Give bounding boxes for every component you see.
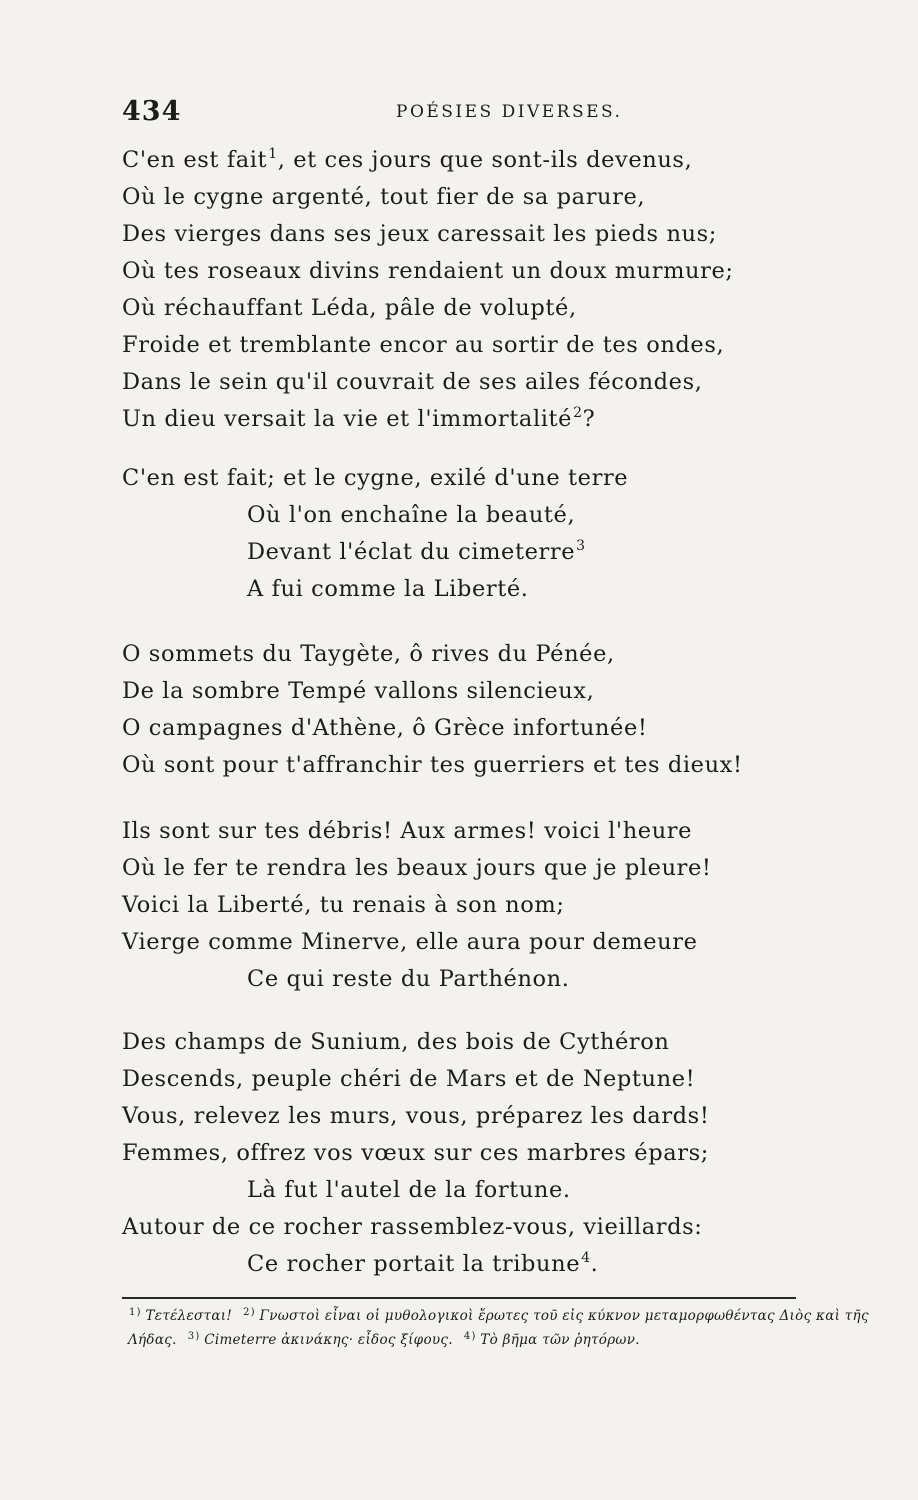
verse-line bbox=[122, 1246, 802, 1283]
verse-text: O campagnes d'Athène, ô Grèce infortunée! bbox=[122, 715, 648, 741]
verse-text: A fui comme la Liberté. bbox=[247, 576, 529, 602]
verse-text: Ce rocher portait la tribune bbox=[247, 1251, 581, 1277]
stanza-5 bbox=[122, 1024, 802, 1283]
verse-line bbox=[122, 327, 802, 364]
verse-text: Un dieu versait la vie et l'immortalité bbox=[122, 406, 573, 432]
verse-line bbox=[122, 1098, 802, 1135]
verse-text-continued: , et ces jours que sont-ils devenus, bbox=[277, 147, 693, 173]
verse-text: Voici la Liberté, tu renais à son nom; bbox=[122, 892, 565, 918]
footnote-mark-paren: ) bbox=[195, 1331, 200, 1342]
verse-line bbox=[122, 850, 802, 887]
verse-line bbox=[122, 571, 802, 608]
verse-text: Femmes, offrez vos vœux sur ces marbres épars; bbox=[122, 1140, 709, 1166]
verse-text: Des vierges dans ses jeux caressait les pieds nus; bbox=[122, 221, 717, 247]
footnote-mark-paren: ) bbox=[136, 1307, 141, 1318]
verse-text: C'en est fait bbox=[122, 147, 268, 173]
verse-text: Devant l'éclat du cimeterre bbox=[247, 539, 576, 565]
footnote-mark: 4 bbox=[463, 1331, 471, 1342]
footnote-mark-paren: ) bbox=[250, 1307, 255, 1318]
stanza-1 bbox=[122, 142, 802, 438]
footnote-text: Τετέλεσται! bbox=[145, 1308, 233, 1324]
footnote bbox=[128, 1308, 232, 1324]
verse-text: Où l'on enchaîne la beauté, bbox=[247, 502, 576, 528]
verse-line bbox=[122, 290, 802, 327]
footnote-mark: 3 bbox=[187, 1331, 195, 1342]
verse-text: Vierge comme Minerve, elle aura pour demeure bbox=[122, 929, 698, 955]
verse-line bbox=[122, 497, 802, 534]
verse-text: Là fut l'autel de la fortune. bbox=[247, 1177, 571, 1203]
verse-text: Où sont pour t'affranchir tes guerriers et tes dieux! bbox=[122, 752, 743, 778]
footnote bbox=[187, 1332, 453, 1348]
footnote-reference: 1 bbox=[268, 146, 278, 162]
verse-line bbox=[122, 1061, 802, 1098]
running-title: POÉSIES DIVERSES. bbox=[396, 102, 623, 122]
stanza-3 bbox=[122, 636, 802, 784]
verse-text-continued: . bbox=[590, 1251, 599, 1277]
page-header bbox=[122, 96, 782, 130]
stanza-4 bbox=[122, 813, 802, 998]
verse-text: Ils sont sur tes débris! Aux armes! voici l'heure bbox=[122, 818, 693, 844]
verse-text: Dans le sein qu'il couvrait de ses ailes fécondes, bbox=[122, 369, 703, 395]
footnote-mark-paren: ) bbox=[471, 1331, 476, 1342]
verse-line bbox=[122, 142, 802, 179]
verse-text: Où le cygne argenté, tout fier de sa parure, bbox=[122, 184, 646, 210]
verse-line bbox=[122, 1209, 802, 1246]
verse-line bbox=[122, 813, 802, 850]
verse-line bbox=[122, 364, 802, 401]
verse-line bbox=[122, 179, 802, 216]
verse-line bbox=[122, 1172, 802, 1209]
verse-line bbox=[122, 961, 802, 998]
footnote-reference: 2 bbox=[573, 405, 583, 421]
verse-line bbox=[122, 673, 802, 710]
verse-text: De la sombre Tempé vallons silencieux, bbox=[122, 678, 595, 704]
verse-line bbox=[122, 253, 802, 290]
footnote-mark: 1 bbox=[129, 1307, 136, 1318]
footnote bbox=[463, 1332, 640, 1348]
verse-line bbox=[122, 924, 802, 961]
verse-text: Des champs de Sunium, des bois de Cythéron bbox=[122, 1029, 670, 1055]
footnote-divider bbox=[122, 1297, 796, 1299]
footnote-mark: 2 bbox=[243, 1307, 250, 1318]
verse-text: Où le fer te rendra les beaux jours que je pleure! bbox=[122, 855, 712, 881]
verse-text: Autour de ce rocher rassemblez-vous, vieillards: bbox=[122, 1214, 703, 1240]
verse-line bbox=[122, 460, 802, 497]
verse-line bbox=[122, 1024, 802, 1061]
verse-line bbox=[122, 216, 802, 253]
footnote-text: Γνωστοὶ εἶναι οἱ μυθολογικοὶ ἔρωτες τοῦ εἰς κύκνον μεταμορφωθέντας Διὸς καὶ τῆς Λήδας. bbox=[128, 1308, 869, 1348]
verse-line bbox=[122, 747, 802, 784]
verse-text: Où tes roseaux divins rendaient un doux murmure; bbox=[122, 258, 734, 284]
verse-line bbox=[122, 1135, 802, 1172]
footnote-text: Τὸ βῆμα τῶν ῥητόρων. bbox=[480, 1332, 640, 1348]
footnote-reference: 4 bbox=[581, 1250, 591, 1266]
verse-text: Froide et tremblante encor au sortir de tes ondes, bbox=[122, 332, 725, 358]
verse-text: Où réchauffant Léda, pâle de volupté, bbox=[122, 295, 577, 321]
footnotes bbox=[128, 1304, 888, 1352]
verse-text-continued: ? bbox=[582, 406, 596, 432]
verse-text: C'en est fait; et le cygne, exilé d'une terre bbox=[122, 465, 629, 491]
verse-text: Descends, peuple chéri de Mars et de Neptune! bbox=[122, 1066, 696, 1092]
verse-line bbox=[122, 710, 802, 747]
footnote-text: Cimeterre ἀκινάκης· εἶδος ξίφους. bbox=[204, 1332, 453, 1348]
verse-line bbox=[122, 887, 802, 924]
verse-text: Vous, relevez les murs, vous, préparez les dards! bbox=[122, 1103, 710, 1129]
verse-line bbox=[122, 401, 802, 438]
verse-text: Ce qui reste du Parthénon. bbox=[247, 966, 570, 992]
page-number: 434 bbox=[122, 96, 182, 127]
footnote-reference: 3 bbox=[576, 538, 586, 554]
stanza-2 bbox=[122, 460, 802, 608]
verse-line bbox=[122, 636, 802, 673]
verse-text: O sommets du Taygète, ô rives du Pénée, bbox=[122, 641, 615, 667]
verse-line bbox=[122, 534, 802, 571]
